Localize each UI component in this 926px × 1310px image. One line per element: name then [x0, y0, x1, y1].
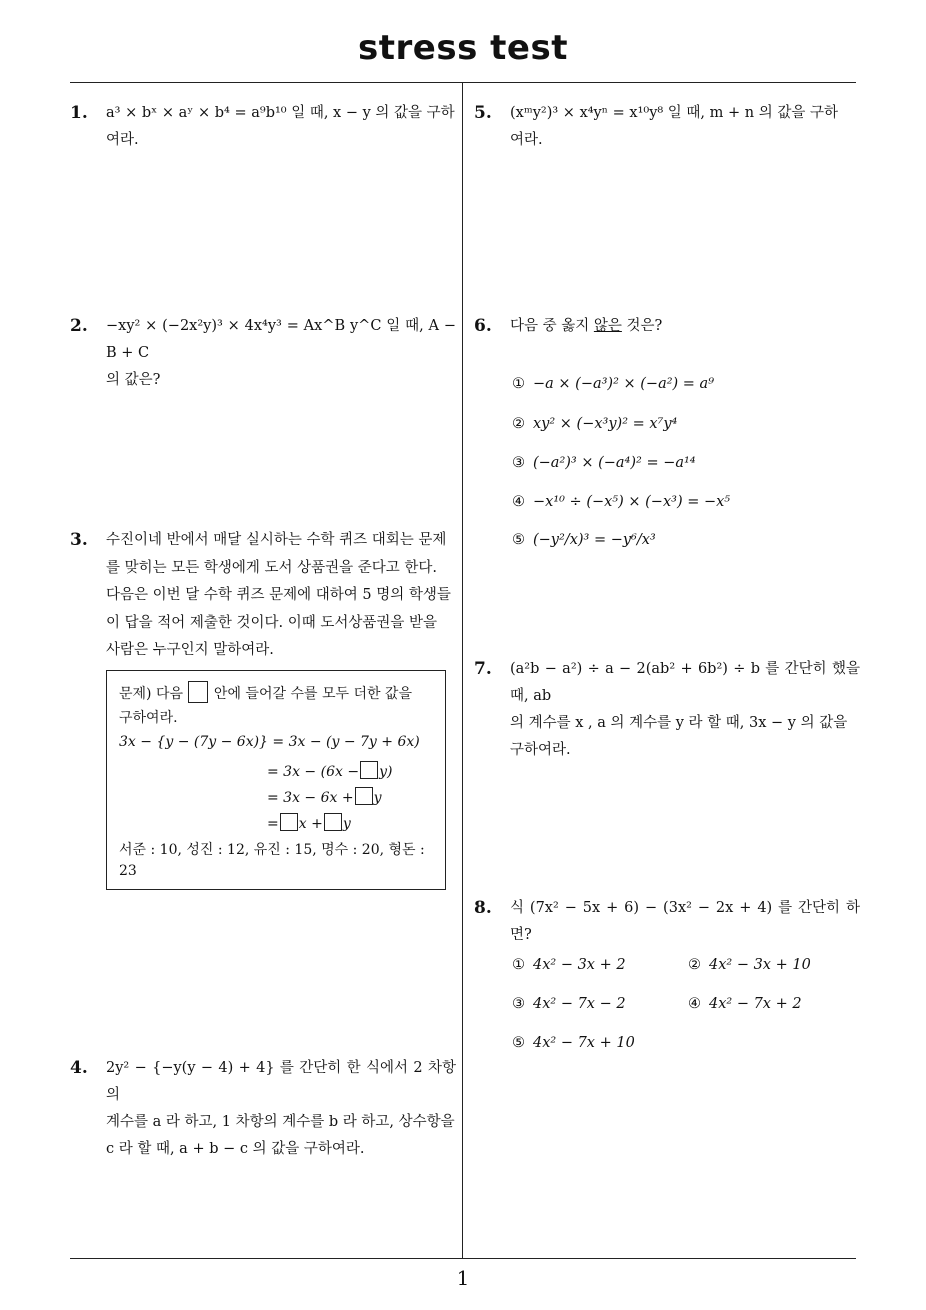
equation-line [267, 813, 351, 832]
question-number: 8. [474, 898, 492, 918]
quiz-box [106, 670, 446, 890]
equation-part: = 3x − (6x − [267, 764, 360, 780]
question-text-line: (xᵐy²)³ × x⁴yⁿ = x¹⁰y⁸ 일 때, m + n 의 값을 구하 [510, 105, 838, 121]
student-answers: 23 [119, 863, 137, 879]
option-expression: −a × (−a³)² × (−a²) = a⁹ [533, 376, 715, 392]
equation-part: x + [298, 816, 323, 832]
question-number: 5. [474, 103, 492, 123]
question-text-line: 2y² − {−y(y − 4) + 4} 를 간단히 한 식에서 2 차항의 [106, 1060, 456, 1103]
column-divider [462, 83, 463, 1258]
question-text-line: 구하여라. [510, 742, 571, 758]
top-rule [70, 82, 856, 83]
option-mark: ⑤ [512, 1035, 525, 1051]
option-3[interactable] [512, 996, 626, 1012]
student-answers: 서준 : 10, 성진 : 12, 유진 : 15, 명수 : 20, 형돈 : [119, 842, 425, 858]
question-3 [70, 527, 456, 667]
question-text-line: 계수를 a 라 하고, 1 차항의 계수를 b 라 하고, 상수항을 [106, 1114, 455, 1130]
equation-part: y [373, 790, 382, 806]
option-mark: ② [512, 416, 525, 432]
blank-box [355, 787, 373, 805]
option-4[interactable] [688, 996, 802, 1012]
question-text-line: 를 맞히는 모든 학생에게 도서 상품권을 준다고 한다. [106, 559, 438, 576]
question-text-line: 사람은 누구인지 말하여라. [106, 642, 274, 658]
question-number: 4. [70, 1058, 88, 1078]
option-expression: 4x² − 7x + 2 [709, 996, 802, 1012]
question-6 [474, 313, 860, 343]
option-2[interactable] [512, 416, 677, 432]
question-text-line: 의 계수를 x , a 의 계수를 y 라 할 때, 3x − y 의 값을 [510, 715, 848, 731]
question-number: 1. [70, 103, 88, 123]
question-text: 다음 중 옳지 [510, 318, 594, 334]
question-text-line: (a²b − a²) ÷ a − 2(ab² + 6b²) ÷ b 를 간단히 했을 때, ab [510, 661, 860, 704]
question-5 [474, 100, 860, 160]
equation-line [267, 787, 382, 806]
option-4[interactable] [512, 494, 730, 510]
option-mark: ④ [688, 996, 701, 1012]
blank-box [280, 813, 298, 831]
option-expression: 4x² − 3x + 10 [709, 957, 811, 973]
equation-part: y [342, 816, 351, 832]
question-7 [474, 656, 860, 758]
question-text-line: 식 (7x² − 5x + 6) − (3x² − 2x + 4) 를 간단히 하면? [510, 900, 860, 943]
question-text-line: 이 답을 적어 제출한 것이다. 이때 도서상품권을 받을 [106, 614, 438, 631]
option-1[interactable] [512, 957, 626, 973]
question-text-line: c 라 할 때, a + b − c 의 값을 구하여라. [106, 1141, 365, 1157]
equation-line: 3x − {y − (7y − 6x)} = 3x − (y − 7y + 6x) [119, 734, 420, 750]
question-text-line: 수진이네 반에서 매달 실시하는 수학 퀴즈 대회는 문제 [106, 532, 447, 548]
option-mark: ① [512, 376, 525, 392]
question-4 [70, 1055, 456, 1157]
option-2[interactable] [688, 957, 811, 973]
option-expression: (−y²/x)³ = −y⁶/x³ [533, 532, 656, 548]
quiz-prompt-text: 안에 들어갈 수를 모두 더한 값을 [213, 686, 412, 702]
option-expression: (−a²)³ × (−a⁴)² = −a¹⁴ [533, 455, 696, 471]
option-mark: ① [512, 957, 525, 973]
option-1[interactable] [512, 376, 714, 392]
equation-line [267, 761, 392, 780]
option-3[interactable] [512, 455, 696, 471]
question-text-line: 여라. [106, 132, 139, 148]
option-expression: 4x² − 3x + 2 [533, 957, 626, 973]
option-5[interactable] [512, 532, 656, 548]
blank-box [324, 813, 342, 831]
question-text-line: 여라. [510, 132, 543, 148]
page-title: stress test [358, 28, 568, 68]
option-expression: 4x² − 7x + 10 [533, 1035, 635, 1051]
equation-part: = [267, 816, 279, 832]
question-1 [70, 100, 456, 160]
option-mark: ② [688, 957, 701, 973]
option-expression: −x¹⁰ ÷ (−x⁵) × (−x³) = −x⁵ [533, 494, 731, 510]
quiz-prompt-line: 구하여라. [119, 710, 178, 726]
equation-part: y) [379, 764, 393, 780]
question-text-line: a³ × bˣ × aʸ × b⁴ = a⁹b¹⁰ 일 때, x − y 의 값을 구하 [106, 105, 455, 121]
option-mark: ③ [512, 455, 525, 471]
bottom-rule [70, 1258, 856, 1259]
question-text-line: 의 값은? [106, 372, 161, 388]
question-text-emphasis: 않은 [593, 318, 622, 334]
quiz-prompt-text: 문제) 다음 [119, 686, 184, 702]
question-number: 7. [474, 659, 492, 679]
blank-box [360, 761, 378, 779]
option-mark: ⑤ [512, 532, 525, 548]
page-number: 1 [456, 1266, 470, 1290]
option-expression: 4x² − 7x − 2 [533, 996, 626, 1012]
blank-box [188, 681, 208, 703]
question-text: 것은? [621, 318, 663, 334]
question-number: 2. [70, 316, 88, 336]
option-mark: ④ [512, 494, 525, 510]
equation-part: = 3x − 6x + [267, 790, 354, 806]
question-number: 6. [474, 316, 492, 336]
option-mark: ③ [512, 996, 525, 1012]
question-text-line: −xy² × (−2x²y)³ × 4x⁴y³ = Ax^B y^C 일 때, A − B + C [106, 318, 456, 361]
quiz-prompt [119, 681, 412, 703]
question-number: 3. [70, 530, 88, 550]
question-2 [70, 313, 456, 388]
option-5[interactable] [512, 1035, 635, 1051]
option-expression: xy² × (−x³y)² = x⁷y⁴ [533, 416, 678, 432]
question-text-line: 다음은 이번 달 수학 퀴즈 문제에 대하여 5 명의 학생들 [106, 587, 451, 603]
question-8 [474, 895, 860, 943]
